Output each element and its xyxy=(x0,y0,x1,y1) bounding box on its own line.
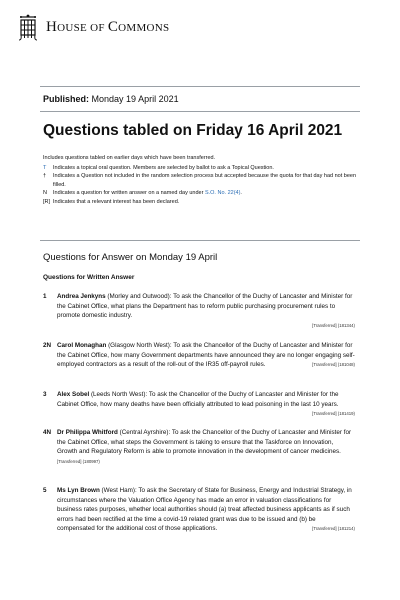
question-item: 2N Carol Monaghan (Glasgow North West): To ask the Chancellor of the Duchy of Lancaster and Minister for the Cabinet Office, how many Government departments have announced they are no longer engaging self-employed contractors as a result of the roll-out of the IR35 off-payroll rules. [Transferred] (181048) xyxy=(43,342,355,369)
member-name: Andrea Jenkyns xyxy=(57,293,106,300)
transfer-reference: [Transferred] (181344) xyxy=(312,322,355,328)
intro-text: Includes questions tabled on earlier days which have been transferred. xyxy=(43,155,216,161)
transfer-reference: [Transferred] (180997) xyxy=(57,458,100,464)
question-number: 4N xyxy=(43,429,52,436)
legend-row: T Indicates a topical oral question. Members are selected by ballot to ask a Topical Question. xyxy=(43,164,274,171)
header xyxy=(18,14,169,41)
question-number: 1 xyxy=(43,293,47,300)
member-name: Ms Lyn Brown xyxy=(57,487,100,494)
question-item: 4N Dr Philippa Whitford (Central Ayrshire): To ask the Chancellor of the Duchy of Lancaster and Minister for the Cabinet Office, what steps the Government is taking to ensure that the Taskforce on Innovation, Growth and Regulatory Reform is able to promote innovation in the development of cancer medicines. [Transferred] (180997) xyxy=(43,428,355,466)
published-label: Published: xyxy=(43,94,90,104)
portcullis-icon xyxy=(18,14,38,41)
page-title: Questions tabled on Friday 16 April 2021 xyxy=(43,122,343,139)
standing-order-link[interactable]: S.O. No. 22(4) xyxy=(204,190,241,197)
published-date: Monday 19 April 2021 xyxy=(91,94,179,104)
legend-row: † Indicates a Question not included in the random selection process but accepted because the quota for that day had not been filled. xyxy=(43,173,357,188)
legend-row: [R] Indicates that a relevant interest has been declared. xyxy=(43,198,180,205)
question-text: To ask the Secretary of State for Business, Energy and Industrial Strategy, in circumstances where the Valuation Office Agency has made an error in valuation classifications for business rates purposes, whether local authorities should (a) treat affected business applicants as if such errors had been rectified at the time a covid-19 related grant was due to be issued and (b) be compensated for the additional cost of those applications. xyxy=(57,487,352,533)
member-name: Alex Sobel xyxy=(57,391,90,398)
published-bar xyxy=(40,86,360,112)
brand-wordmark: HOUSE OF COMMONS xyxy=(46,19,170,35)
question-number: 2N xyxy=(43,342,52,349)
question-text: To ask the Chancellor of the Duchy of Lancaster and Minister for the Cabinet Office, how many deaths have been officially attributed to lead poisoning in the last 10 years. xyxy=(57,391,339,408)
subsection-heading: Questions for Written Answer xyxy=(43,274,135,281)
question-text: To ask the Chancellor of the Duchy of Lancaster and Minister for the Cabinet Office, what steps the Government is taking to ensure that the Taskforce on Innovation, Growth and Regulatory Reform is able to promote innovation in the development of cancer medicines. xyxy=(57,429,352,456)
transfer-reference: [Transferred] (181419) xyxy=(312,411,355,417)
question-item: 1 Andrea Jenkyns (Morley and Outwood): To ask the Chancellor of the Duchy of Lancaster and Minister for the Cabinet Office, what plans the Department has to reform public purchasing procurement rules to promote domestic industry. [Transferred] (181344) xyxy=(43,292,355,330)
question-item: 3 Alex Sobel (Leeds North West): To ask the Chancellor of the Duchy of Lancaster and Minister for the Cabinet Office, how many deaths have been officially attributed to lead poisoning in the last 10 years. [Transferred] (181419) xyxy=(43,390,355,419)
legend-row: N Indicates a question for written answer on a named day under S.O. No. 22(4). xyxy=(43,190,242,197)
question-item: 5 Ms Lyn Brown (West Ham): To ask the Secretary of State for Business, Energy and Industrial Strategy, in circumstances where the Valuation Office Agency has made an error in valuation classifications for business rates purposes, whether local authorities should (a) treat affected business applicants as if such errors had been rectified at the time a covid-19 related grant was due to be issued and (b) be compensated for the additional cost of those applications. [Transferred] (181214) xyxy=(43,487,355,533)
intro-block xyxy=(43,154,363,207)
member-name: Carol Monaghan xyxy=(57,342,107,349)
section-title: Questions for Answer on Monday 19 April xyxy=(43,252,218,263)
question-number: 3 xyxy=(43,391,47,398)
question-text: To ask the Chancellor of the Duchy of Lancaster and Minister for the Cabinet Office, what plans the Department has to reform public purchasing procurement rules to promote domestic industry. xyxy=(57,293,353,320)
question-text: To ask the Chancellor of the Duchy of Lancaster and Minister for the Cabinet Office, how many Government departments have announced they are no longer engaging self-employed contractors as a result of the roll-out of the IR35 off-payroll rules. xyxy=(57,342,355,369)
legend xyxy=(43,164,363,207)
section-divider xyxy=(40,240,360,241)
transfer-reference: [Transferred] (181214) xyxy=(312,526,355,532)
question-number: 5 xyxy=(43,487,47,494)
member-name: Dr Philippa Whitford xyxy=(57,429,118,436)
transfer-reference: [Transferred] (181048) xyxy=(312,362,355,368)
